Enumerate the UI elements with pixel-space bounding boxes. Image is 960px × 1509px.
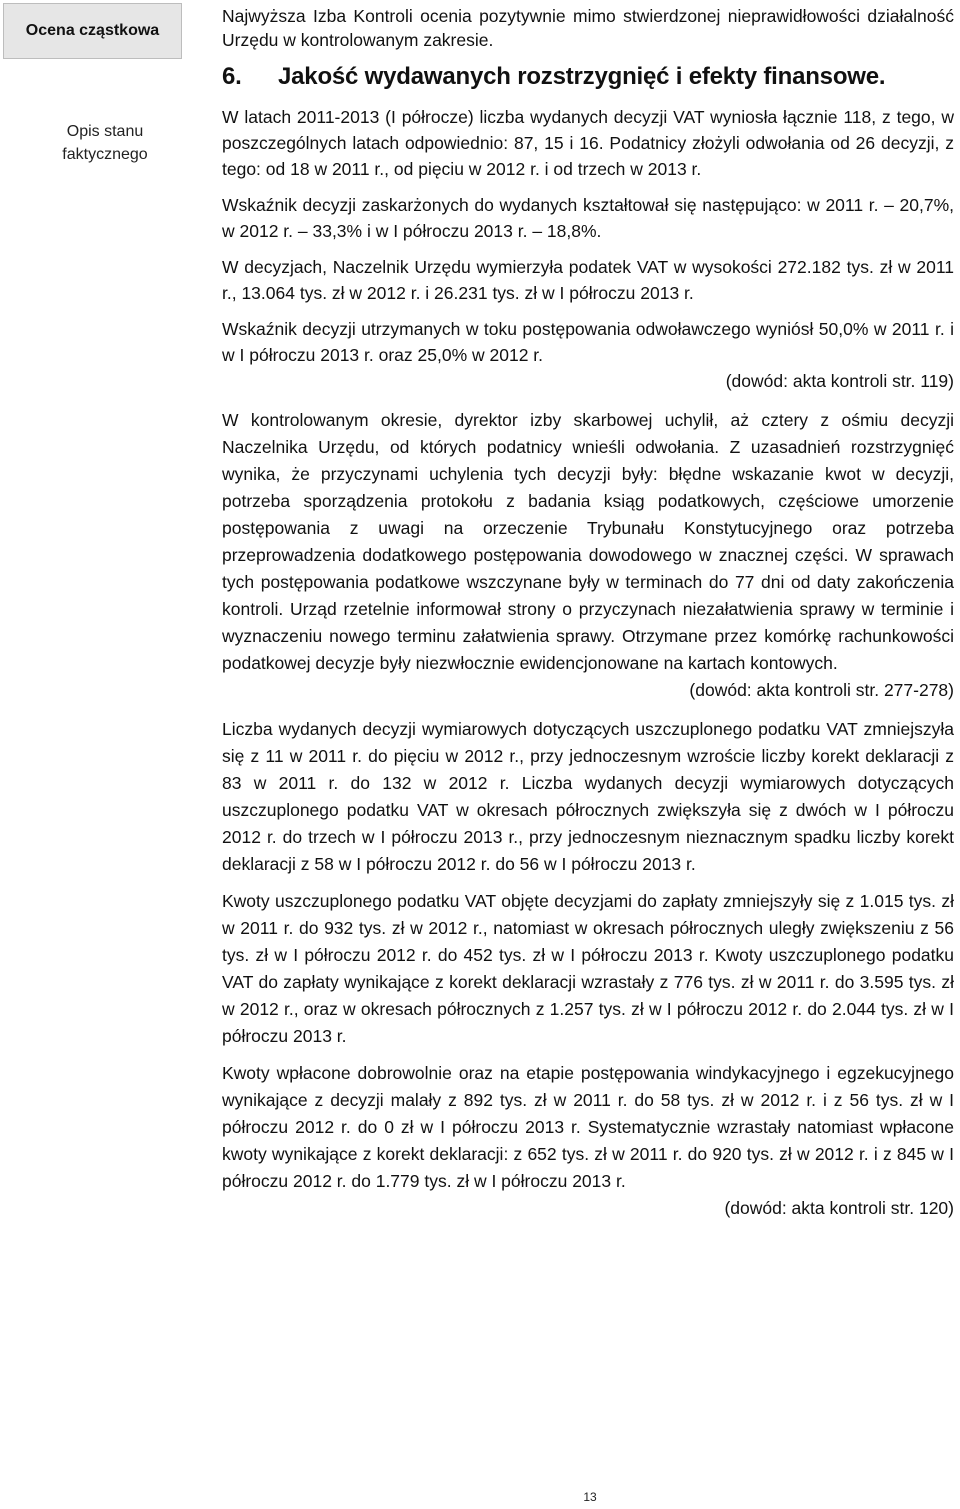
paragraph-vat-amounts: Kwoty uszczuplonego podatku VAT objęte decyzjami do zapłaty zmniejszyły się z 1.015 tys. zł w 2011 r. do 932 tys. zł w 2012 r., natomiast w okresach półrocznych uległy zwiększeniu z 56 tys. zł w I półroczu 2012 r. do 452 tys. zł w I półroczu 2013 r. Kwoty uszczuplonego podatku VAT do zapłaty wynikające z korekt deklaracji wzrastały z 776 tys. zł w 2011 r. do 3.595 tys. zł w 2012 r., oraz w okresach półrocznych z 1.257 tys. zł w I półroczu 2012 r. do 2.044 tys. zł w I półroczu 2013 r. xyxy=(222,891,954,1046)
paragraph-revoked-decisions: W kontrolowanym okresie, dyrektor izby skarbowej uchylił, aż cztery z ośmiu decyzji Naczelnika Urzędu, od których podatnicy wnieśli odwołania. Z uzasadnień rozstrzygnięć wynika, że przyczynami uchylenia tych decyzji były: błędne wskazanie kwot w decyzji, potrzeba sporządzenia protokołu z badania ksiąg podatkowych, częściowe umorzenie postępowania z uwagi na orzeczenie Trybunału Konstytucyjnego oraz potrzeba przeprowadzenia dodatkowego postępowania dowodowego w znacznej części. W sprawach tych postępowania podatkowe wszczynane były w terminach do 77 dni od daty zakończenia kontroli. Urząd rzetelnie informował strony o przyczynach niezałatwienia sprawy w terminie i wyznaczeniu nowego terminu załatwienia sprawy. Otrzymane przez komórkę rachunkowości podatkowej decyzje były niezwłocznie ewidencjonowane na kartach kontowych. xyxy=(222,410,954,673)
paragraph-appeal-ratio: Wskaźnik decyzji zaskarżonych do wydanych kształtował się następująco: w 2011 r. – 20,7%, w 2012 r. – 33,3% i w I półroczu 2013 r. – 18,8%. xyxy=(222,195,954,241)
evidence-reference-1: (dowód: akta kontroli str. 119) xyxy=(725,371,954,391)
assessment-label: Ocena cząstkowa xyxy=(25,22,160,39)
section-number: 6. xyxy=(222,63,242,90)
paragraph-vat-assessed: W decyzjach, Naczelnik Urzędu wymierzyła podatek VAT w wysokości 272.182 tys. zł w 2011 r., 13.064 tys. zł w 2012 r. i 26.231 tys. zł w I półroczu 2013 r. xyxy=(222,257,954,303)
paragraph-payments: Kwoty wpłacone dobrowolnie oraz na etapie postępowania windykacyjnego i egzekucyjnego wynikające z decyzji malały z 892 tys. zł w 2011 r. do 58 tys. zł w 2012 r. i z 56 tys. zł w I półroczu 2012 r. do 0 zł w I półroczu 2013 r. Systematycznie wzrastały natomiast wpłacone kwoty wynikające z korekt deklaracji: z 652 tys. zł w 2011 r. do 920 tys. zł w 2012 r. i z 845 w I półroczu 2012 r. do 1.779 tys. zł w I półroczu 2013 r. xyxy=(222,1063,954,1191)
evidence-reference-2: (dowód: akta kontroli str. 277-278) xyxy=(689,680,954,700)
evidence-reference-3: (dowód: akta kontroli str. 120) xyxy=(724,1198,954,1218)
paragraph-decisions-count: W latach 2011-2013 (I półrocze) liczba wydanych decyzji VAT wyniosła łącznie 118, z tego, w poszczególnych latach odpowiednio: 87, 15 i 16. Podatnicy złożyli odwołania od 26 decyzji, z tego: od 18 w 2011 r., od pięciu w 2012 r. i od trzech w 2013 r. xyxy=(222,107,954,179)
assessment-label-box xyxy=(3,3,182,59)
paragraph-upheld-ratio: Wskaźnik decyzji utrzymanych w toku postępowania odwoławczego wyniósł 50,0% w 2011 r. i w I półroczu 2013 r. oraz 25,0% w 2012 r. xyxy=(222,319,954,365)
page-number: 13 xyxy=(583,1490,597,1504)
intro-paragraph: Najwyższa Izba Kontroli ocenia pozytywnie mimo stwierdzonej nieprawidłowości działalność Urzędu w kontrolowanym zakresie. xyxy=(222,6,954,50)
section-heading xyxy=(222,62,954,92)
section-title: Jakość wydawanych rozstrzygnięć i efekty finansowe. xyxy=(278,63,886,90)
factual-description-label: Opis stanu faktycznego xyxy=(62,123,148,163)
paragraph-assessment-decisions: Liczba wydanych decyzji wymiarowych dotyczących uszczuplonego podatku VAT zmniejszyła się z 11 w 2011 r. do pięciu w 2012 r., przy jednoczesnym wzroście liczby korekt deklaracji z 83 w 2011 r. do 132 w 2012 r. Liczba wydanych decyzji wymiarowych dotyczących uszczuplonego podatku VAT w okresach półrocznych zwiększyła się z dwóch w I półroczu 2012 r. do trzech w I półroczu 2013 r., przy jednoczesnym nieznacznym spadku liczby korekt deklaracji z 58 w I półroczu 2012 r. do 56 w I półroczu 2013 r. xyxy=(222,719,954,874)
document-body xyxy=(222,4,954,1234)
